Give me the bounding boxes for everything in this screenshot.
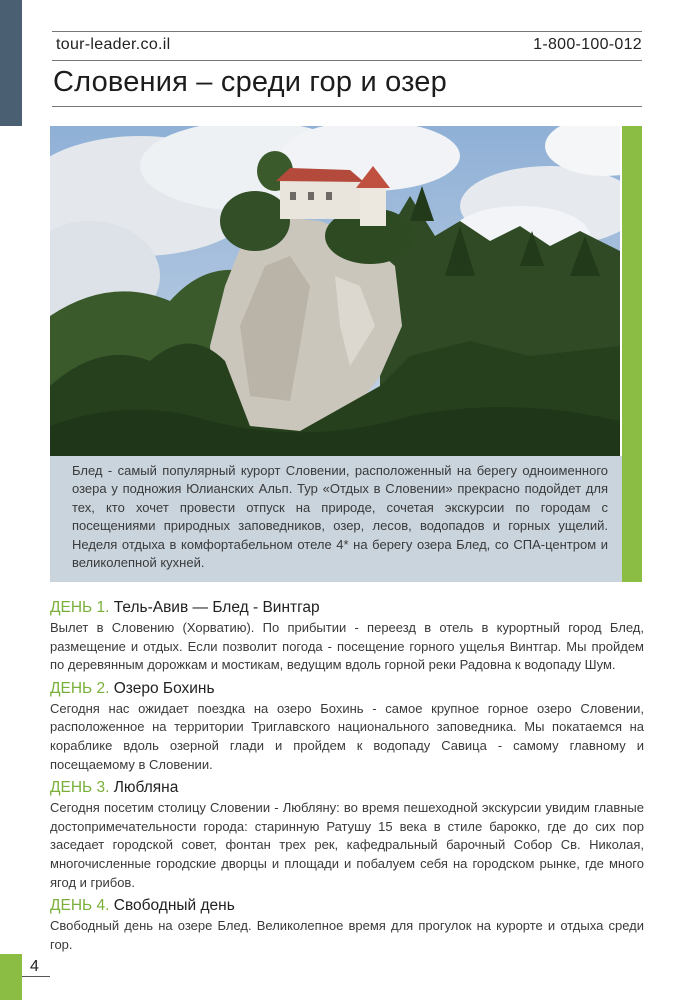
day-label: ДЕНЬ 2.: [50, 679, 110, 697]
day-3: [50, 777, 644, 892]
day-2: [50, 678, 644, 774]
photo-caption: [50, 456, 622, 582]
day-description: Сегодня нас ожидает поездка на озеро Бохинь - самое крупное горное озеро Словении, расположенное на территории Триглавского национального заповедника. Мы покатаемся на кораблике вдоль озерной глади и пройдем к водопаду Савица - самому главному и посещаемому в Словении.: [50, 700, 644, 772]
day-heading: [50, 895, 644, 917]
day-description: Вылет в Словению (Хорватию). По прибытии - переезд в отель в курортный город Блед, размещение и отдых. Если позволит погода - посещение горного ущелья Винтгар. Мы пройдем по деревянным дорожкам и мостикам, ведущим вдоль горной реки Радовна к водопаду Шум.: [50, 620, 644, 673]
day-label: ДЕНЬ 4.: [50, 897, 110, 915]
day-1: [50, 597, 644, 675]
day-heading: [50, 597, 644, 619]
day-title: Любляна: [113, 779, 179, 797]
page-number-rule: [22, 976, 50, 977]
header-rule-bottom: [52, 60, 642, 61]
day-label: ДЕНЬ 3.: [50, 779, 110, 797]
page-number: 4: [30, 958, 39, 975]
bled-castle-photo: [50, 126, 620, 456]
page-corner-accent: [0, 954, 22, 1000]
day-title: Озеро Бохинь: [113, 679, 215, 697]
accent-strip: [622, 126, 642, 582]
day-title: Тель-Авив — Блед - Винтгар: [113, 599, 320, 616]
day-description: Сегодня посетим столицу Словении - Любляну: во время пешеходной экскурсии увидим главные достопримечательности города: старинную Ратушу 15 века в стиле барокко, где до сих пор заседает городской совет, фонтан трех рек, кафедральный барочный Собор Св. Николая, многочисленные городские дворцы и площади и побалуем себя на городском рынке, где много ягод и грибов.: [50, 800, 644, 890]
day-4: [50, 895, 644, 954]
site-url[interactable]: tour-leader.co.il: [56, 36, 171, 53]
day-label: ДЕНЬ 1.: [50, 599, 110, 616]
title-rule: [52, 106, 642, 107]
itinerary: [50, 594, 644, 954]
day-heading: [50, 678, 644, 700]
day-description: Свободный день на озере Блед. Великолепное время для прогулок на курорте и отдыха среди гор.: [50, 918, 644, 952]
header-rule-top: [52, 31, 642, 32]
day-heading: [50, 777, 644, 799]
caption-text: Блед - самый популярный курорт Словении, расположенный на берегу одноименного озера у подножия Юлианских Альп. Тур «Отдых в Словении» прекрасно подойдет для тех, кто хочет провести отпуск на природе, сочетая экскурсии по городам с посещениями природных заповедников, озер, лесов, водопадов и горных ущелий. Неделя отдыха в комфортабельном отеле 4* на берегу озера Блед, со СПА-центром и великолепной кухней.: [72, 463, 608, 571]
phone-number: 1-800-100-012: [533, 36, 642, 53]
top-side-bar: [0, 0, 22, 126]
day-title: Свободный день: [113, 897, 235, 915]
page-title: Словения – среди гор и озер: [53, 66, 447, 98]
